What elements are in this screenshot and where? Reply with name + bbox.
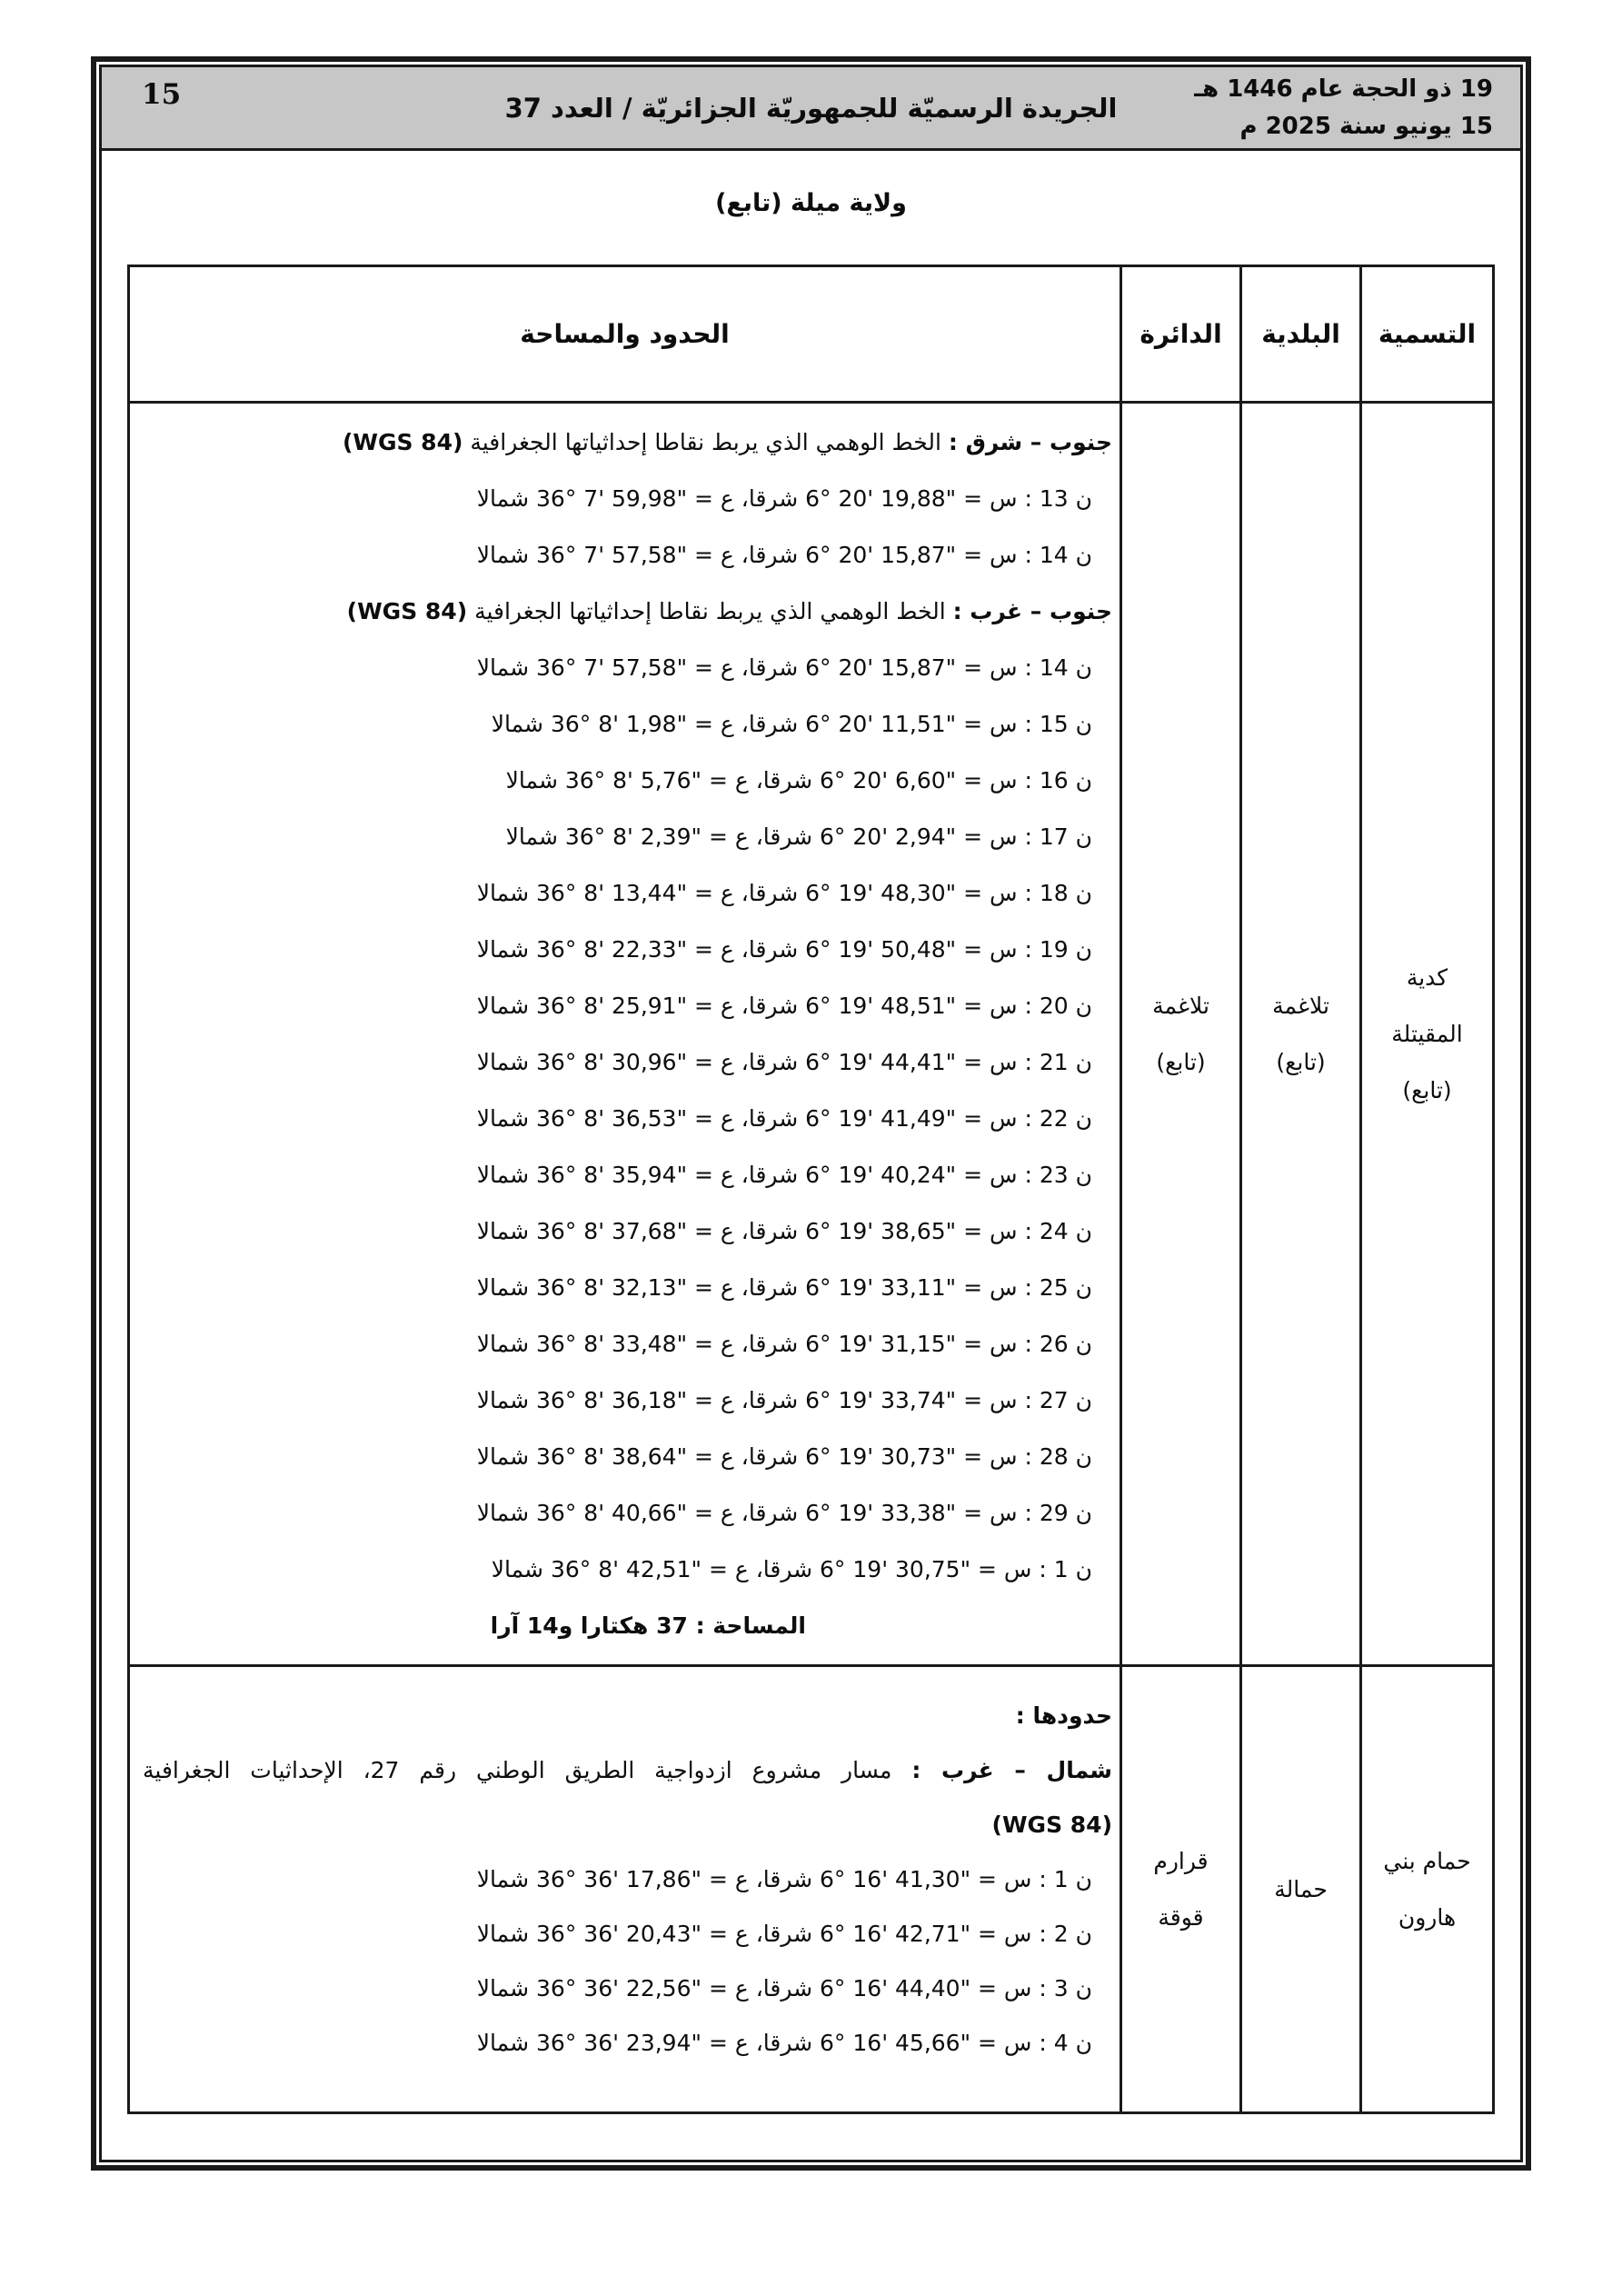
table-row xyxy=(130,1667,1492,2111)
coordinate-value: 6° 20' 15,87" xyxy=(805,542,957,568)
table-row xyxy=(130,404,1492,1667)
coordinate-line xyxy=(130,1316,1119,1373)
coordinate-value: 36° 7' 57,58" xyxy=(536,654,688,681)
area-line: المساحة : 37 هكتارا و14 آرا xyxy=(490,1612,806,1639)
coordinate-value: 36° 7' 59,98" xyxy=(536,485,688,512)
coordinate-line xyxy=(130,527,1119,584)
coordinate-label: شرقا، ع = xyxy=(702,824,821,850)
coordinate-value: 36° 8' 13,44" xyxy=(536,880,688,906)
coordinate-label: شرقا، ع = xyxy=(702,1921,821,1947)
coordinate-value: 36° 8' 37,68" xyxy=(536,1218,688,1244)
header-designation: التسمية xyxy=(1359,267,1492,404)
header-municipality: البلدية xyxy=(1239,267,1359,404)
coordinate-label: شمالا xyxy=(491,1556,551,1582)
coordinate-line xyxy=(130,1907,1119,1962)
coordinate-line xyxy=(130,1034,1119,1091)
coordinate-label: شرقا، ع = xyxy=(687,1162,806,1188)
coordinate-value: 6° 19' 41,49" xyxy=(805,1105,957,1132)
coordinate-label: شرقا، ع = xyxy=(687,993,806,1019)
coordinate-label: شمالا xyxy=(476,485,537,512)
coordinate-label: ن 24 : س = xyxy=(956,1218,1092,1244)
cell-line: (تابع) xyxy=(1402,1076,1452,1103)
coordinate-label: شرقا، ع = xyxy=(687,542,806,568)
coordinate-label: شرقا، ع = xyxy=(687,485,806,512)
coordinate-line xyxy=(130,1260,1119,1316)
designation-cell xyxy=(1359,1667,1492,2111)
coordinate-label: شمالا xyxy=(476,993,537,1019)
coordinate-label: شمالا xyxy=(476,2030,537,2056)
coordinate-value: 6° 19' 48,51" xyxy=(805,993,957,1019)
coordinate-value: 36° 36' 17,86" xyxy=(536,1866,702,1892)
coordinate-label: شمالا xyxy=(476,542,537,568)
coordinate-value: 6° 20' 6,60" xyxy=(820,767,957,794)
coordinate-label: شمالا xyxy=(476,1500,537,1526)
coordinate-value: 36° 8' 40,66" xyxy=(536,1500,688,1526)
coordinate-label: شمالا xyxy=(476,1975,537,2002)
coordinate-line xyxy=(130,1542,1119,1598)
coordinate-label: ن 29 : س = xyxy=(956,1500,1092,1526)
coordinate-label: شمالا xyxy=(505,824,565,850)
coordinate-label: شرقا، ع = xyxy=(702,1866,821,1892)
coordinate-value: 36° 8' 5,76" xyxy=(564,767,702,794)
coordinate-value: 36° 8' 30,96" xyxy=(536,1049,688,1075)
coordinate-label: شرقا، ع = xyxy=(687,711,806,737)
coordinate-line xyxy=(130,2016,1119,2071)
heading-bold-label: جنوب – شرق : xyxy=(948,429,1112,455)
coordinate-line xyxy=(130,1429,1119,1485)
coordinate-label: شمالا xyxy=(476,1162,537,1188)
coordinate-label: ن 26 : س = xyxy=(956,1331,1092,1357)
heading-bold-label: جنوب – غرب : xyxy=(952,598,1112,624)
coordinate-label: شرقا، ع = xyxy=(702,1975,821,2002)
coordinate-label: شرقا، ع = xyxy=(687,936,806,963)
coordinate-value: 36° 8' 38,64" xyxy=(536,1443,688,1470)
section-title: ولاية ميلة (تابع) xyxy=(715,189,907,217)
coordinate-value: 36° 8' 22,33" xyxy=(536,936,688,963)
coordinate-label: ن 13 : س = xyxy=(956,485,1092,512)
coordinate-line xyxy=(130,471,1119,527)
coordinate-value: 6° 20' 2,94" xyxy=(820,824,957,850)
hijri-date: 19 ذو الحجة عام 1446 هـ xyxy=(1194,75,1493,103)
coordinate-label: ن 2 : س = xyxy=(970,1921,1092,1947)
coordinate-label: ن 17 : س = xyxy=(956,824,1092,850)
coordinate-line xyxy=(130,1147,1119,1203)
municipality-cell xyxy=(1239,404,1359,1667)
coordinate-value: 36° 8' 42,51" xyxy=(550,1556,702,1582)
boundary-heading: شمال – غرب : مسار مشروع ازدواجية الطريق الوطني رقم 27، الإحداثيات الجغرافية xyxy=(143,1757,1112,1783)
coordinate-line xyxy=(130,809,1119,865)
coordinate-label: شرقا، ع = xyxy=(687,1443,806,1470)
coordinate-value: 36° 7' 57,58" xyxy=(536,542,688,568)
coordinate-line xyxy=(130,753,1119,809)
wgs84-label: (WGS 84) xyxy=(342,429,463,455)
coordinate-label: شمالا xyxy=(476,1274,537,1301)
coordinate-value: 6° 19' 38,65" xyxy=(805,1218,957,1244)
table-header-row xyxy=(130,267,1492,404)
coordinate-label: ن 22 : س = xyxy=(956,1105,1092,1132)
coordinate-label: شمالا xyxy=(476,1387,537,1413)
coordinate-line xyxy=(130,1373,1119,1429)
coordinate-line xyxy=(130,640,1119,696)
heading-bold-label: شمال – غرب : xyxy=(911,1757,1112,1783)
cell-line: قرارم xyxy=(1153,1847,1209,1874)
coordinate-value: 6° 19' 50,48" xyxy=(805,936,957,963)
coordinate-line xyxy=(130,978,1119,1034)
coordinate-line xyxy=(130,922,1119,978)
coordinate-label: شمالا xyxy=(476,1049,537,1075)
designation-cell xyxy=(1359,404,1492,1667)
boundary-heading: جنوب – شرق : الخط الوهمي الذي يربط نقاطا إحداثياتها الجغرافية (WGS 84) xyxy=(342,429,1112,455)
cell-line: كدية xyxy=(1406,963,1448,991)
coordinate-value: 6° 19' 40,24" xyxy=(805,1162,957,1188)
coordinate-value: 6° 19' 33,38" xyxy=(805,1500,957,1526)
coordinate-label: شمالا xyxy=(476,1866,537,1892)
coordinate-value: 6° 19' 31,15" xyxy=(805,1331,957,1357)
cell-line: حمام بني xyxy=(1383,1847,1471,1874)
heading-bold-label: حدودها : xyxy=(1015,1702,1112,1729)
coordinate-value: 36° 8' 32,13" xyxy=(536,1274,688,1301)
cell-line: تلاغمة xyxy=(1152,992,1209,1019)
coordinate-label: شرقا، ع = xyxy=(687,880,806,906)
coordinate-label: شمالا xyxy=(476,654,537,681)
coordinate-value: 6° 19' 33,11" xyxy=(805,1274,957,1301)
wgs84-label: (WGS 84) xyxy=(346,598,468,624)
journal-title: الجريدة الرسميّة للجمهوريّة الجزائريّة / العدد 37 xyxy=(504,92,1118,124)
page-number: 15 xyxy=(142,78,182,111)
coordinate-label: ن 25 : س = xyxy=(956,1274,1092,1301)
cell-line: المقيتلة xyxy=(1391,1020,1463,1047)
coordinate-value: 6° 16' 45,66" xyxy=(820,2030,971,2056)
coordinate-label: شرقا، ع = xyxy=(702,767,821,794)
coordinate-label: شرقا، ع = xyxy=(687,1049,806,1075)
coordinate-label: شمالا xyxy=(491,711,551,737)
coordinate-value: 36° 36' 23,94" xyxy=(536,2030,702,2056)
coordinate-label: شمالا xyxy=(505,767,565,794)
coordinate-value: 6° 20' 11,51" xyxy=(805,711,957,737)
coordinate-label: ن 27 : س = xyxy=(956,1387,1092,1413)
coordinate-label: ن 23 : س = xyxy=(956,1162,1092,1188)
coordinate-line xyxy=(130,1203,1119,1260)
coordinate-value: 6° 20' 15,87" xyxy=(805,654,957,681)
coordinate-label: ن 19 : س = xyxy=(956,936,1092,963)
boundary-heading xyxy=(130,1689,1119,1743)
wgs-line xyxy=(130,1798,1119,1852)
coordinate-label: ن 14 : س = xyxy=(956,542,1092,568)
coordinate-value: 36° 36' 20,43" xyxy=(536,1921,702,1947)
cell-line: (تابع) xyxy=(1156,1048,1206,1075)
coordinate-label: ن 1 : س = xyxy=(970,1866,1092,1892)
coordinate-value: 6° 20' 19,88" xyxy=(805,485,957,512)
coordinate-value: 6° 16' 42,71" xyxy=(820,1921,971,1947)
coordinate-value: 36° 8' 1,98" xyxy=(550,711,688,737)
coordinate-value: 36° 8' 36,18" xyxy=(536,1387,688,1413)
coordinate-label: شرقا، ع = xyxy=(687,1274,806,1301)
coordinate-label: ن 4 : س = xyxy=(970,2030,1092,2056)
coordinate-value: 36° 8' 35,94" xyxy=(536,1162,688,1188)
coordinate-label: ن 18 : س = xyxy=(956,880,1092,906)
coordinate-label: ن 21 : س = xyxy=(956,1049,1092,1075)
boundary-heading: جنوب – غرب : الخط الوهمي الذي يربط نقاطا إحداثياتها الجغرافية (WGS 84) xyxy=(346,598,1112,624)
coordinate-label: شرقا، ع = xyxy=(687,1218,806,1244)
cell-line: (تابع) xyxy=(1276,1048,1326,1075)
coordinate-label: شمالا xyxy=(476,936,537,963)
header-boundaries: الحدود والمساحة xyxy=(130,267,1119,404)
coordinate-value: 6° 19' 30,75" xyxy=(820,1556,971,1582)
coordinate-label: ن 3 : س = xyxy=(970,1975,1092,2002)
district-cell xyxy=(1119,404,1239,1667)
header-bar xyxy=(102,67,1520,151)
coordinate-value: 6° 16' 41,30" xyxy=(820,1866,971,1892)
coordinate-label: ن 28 : س = xyxy=(956,1443,1092,1470)
municipality-cell xyxy=(1239,1667,1359,2111)
coordinate-label: ن 16 : س = xyxy=(956,767,1092,794)
gregorian-date: 15 يونيو سنة 2025 م xyxy=(1239,112,1493,140)
coordinate-label: شمالا xyxy=(476,880,537,906)
coordinate-label: شرقا، ع = xyxy=(687,1387,806,1413)
coordinate-line xyxy=(130,696,1119,753)
boundaries-cell xyxy=(130,1667,1119,2111)
cell-line: قوقة xyxy=(1158,1903,1204,1931)
coordinate-value: 36° 8' 33,48" xyxy=(536,1331,688,1357)
cell-line: حمالة xyxy=(1274,1875,1328,1902)
coordinate-value: 36° 8' 36,53" xyxy=(536,1105,688,1132)
coordinate-value: 6° 19' 30,73" xyxy=(805,1443,957,1470)
coordinate-value: 36° 36' 22,56" xyxy=(536,1975,702,2002)
coordinate-line xyxy=(130,1962,1119,2016)
coordinate-value: 36° 8' 2,39" xyxy=(564,824,702,850)
header-district: الدائرة xyxy=(1119,267,1239,404)
coordinate-label: شمالا xyxy=(476,1218,537,1244)
coordinate-label: ن 20 : س = xyxy=(956,993,1092,1019)
coordinate-line xyxy=(130,1852,1119,1907)
boundaries-table xyxy=(127,265,1495,2114)
coordinate-line xyxy=(130,865,1119,922)
coordinate-value: 6° 19' 48,30" xyxy=(805,880,957,906)
coordinate-label: ن 15 : س = xyxy=(956,711,1092,737)
coordinate-label: شرقا، ع = xyxy=(687,654,806,681)
wgs84-label: (WGS 84) xyxy=(991,1812,1112,1838)
boundaries-cell xyxy=(130,404,1119,1667)
district-cell xyxy=(1119,1667,1239,2111)
coordinate-label: شمالا xyxy=(476,1331,537,1357)
coordinate-label: شرقا، ع = xyxy=(687,1331,806,1357)
coordinate-value: 6° 19' 33,74" xyxy=(805,1387,957,1413)
cell-line: تلاغمة xyxy=(1272,992,1329,1019)
coordinate-label: شرقا، ع = xyxy=(687,1105,806,1132)
page-inner-frame xyxy=(99,65,1523,2162)
coordinate-label: شمالا xyxy=(476,1921,537,1947)
coordinate-label: شرقا، ع = xyxy=(702,1556,821,1582)
coordinate-value: 6° 19' 44,41" xyxy=(805,1049,957,1075)
coordinate-label: ن 14 : س = xyxy=(956,654,1092,681)
coordinate-label: شرقا، ع = xyxy=(687,1500,806,1526)
coordinate-label: شرقا، ع = xyxy=(702,2030,821,2056)
coordinate-value: 6° 16' 44,40" xyxy=(820,1975,971,2002)
coordinate-label: شمالا xyxy=(476,1105,537,1132)
coordinate-label: ن 1 : س = xyxy=(970,1556,1092,1582)
coordinate-value: 36° 8' 25,91" xyxy=(536,993,688,1019)
coordinate-label: شمالا xyxy=(476,1443,537,1470)
cell-line: هارون xyxy=(1398,1903,1457,1931)
coordinate-line xyxy=(130,1485,1119,1542)
page-frame xyxy=(91,56,1531,2171)
coordinate-line xyxy=(130,1091,1119,1147)
